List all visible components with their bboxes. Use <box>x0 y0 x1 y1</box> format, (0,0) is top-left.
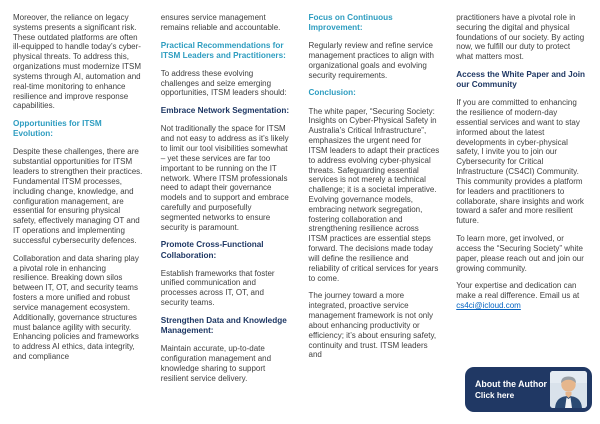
author-photo <box>550 371 587 408</box>
email-prefix-text: Your expertise and dedication can make a real difference. Email us at <box>456 281 580 301</box>
paragraph-conclusion: The white paper, “Securing Society: Insights on Cyber-Physical Safety in Australia’s Critical Infrastructure”, emphasizes the urgent need for ITSM leaders to adapt their practices to address evolving cyber-physical threats. Safeguarding essential services is not merely a technical challenge; it is a societal imperative. Evolving governance models, embracing network segregation, fostering collaboration and strengthening resilience across ITSM practices are essential steps forward. The decisions made today will define the resilience and reliability of critical services for years to come. <box>308 106 440 283</box>
paragraph-despite-challenges: Despite these challenges, there are substantial opportunities for ITSM leaders to strengthen their practices. Fundamental ITSM processes, including change, knowledge, and configuration management, are essential for ensuring physical safety, effectively managing OT and IT operations and implementing successful cybersecurity defences. <box>13 147 143 245</box>
paragraph-journey: The journey toward a more integrated, proactive service management framework is not only about enhancing productivity or efficiency; it’s about ensuring safety, continuity and trust. ITSM leaders and <box>308 291 437 360</box>
about-author-card[interactable] <box>465 367 592 412</box>
paragraph-join-community: If you are committed to enhancing the resilience of modern-day essential services and want to stay informed about the latest developments in cyber-physical safety, I invite you to join our Cybersecurity for Critical Infrastructure (CS4CI) Community. This community provides a platform for leaders and practitioners to collaborate, share insights and work toward a safer and more resilient future. <box>456 98 584 226</box>
heading-continuous-improvement: Focus on Continuous Improvement: <box>308 13 393 33</box>
about-author-label: About the Author <box>475 378 547 389</box>
heading-practical-recommendations: Practical Recommendations for ITSM Leaders and Practitioners: <box>160 40 286 60</box>
column-2 <box>161 13 292 412</box>
paragraph-cross-functional-collaboration: Establish frameworks that foster unified communication and processes across IT, OT, and security teams. <box>160 268 275 308</box>
column-1 <box>13 13 144 412</box>
heading-conclusion: Conclusion: <box>308 88 356 98</box>
paragraph-legacy-systems: Moreover, the reliance on legacy systems presents a significant risk. These outdated platforms are often ill-equipped to handle today’s cyber-physical threats. To address this, organizations must modernize ITSM systems through AI, automation and real-time monitoring to enhance resilience and improve response capabilities. <box>13 13 142 111</box>
heading-opportunities: Opportunities for ITSM Evolution: <box>13 119 102 139</box>
paragraph-network-segmentation: Not traditionally the space for ITSM and not easy to address as it’s likely to limit our tool visibilities somewhat – yet these services are far too important to be running on the IT network. Where ITSM professionals need to adapt their governance models and to support and embrace carefully and purposefully segmented networks to ensure security is paramount. <box>160 124 289 232</box>
about-author-text <box>475 378 550 402</box>
heading-access-white-paper: Access the White Paper and Join our Community <box>456 70 586 90</box>
paragraph-ensures-service: ensures service management remains reliable and accountable. <box>160 13 281 32</box>
heading-network-segmentation: Embrace Network Segmentation: <box>160 106 290 116</box>
paragraph-data-knowledge-management: Maintain accurate, up-to-date configuration management and knowledge sharing to support resilient service delivery. <box>160 344 272 383</box>
heading-cross-functional-collaboration: Promote Cross-Functional Collaboration: <box>160 240 264 260</box>
paragraph-to-address: To address these evolving challenges and seize emerging opportunities, ITSM leaders should: <box>160 68 287 98</box>
column-4 <box>456 13 587 412</box>
column-3 <box>309 13 440 412</box>
paragraph-practitioners: practitioners have a pivotal role in securing the digital and physical foundations of our society. By acting now, we fulfill our duty to protect what matters most. <box>456 13 585 62</box>
paragraph-collaboration-data-sharing: Collaboration and data sharing play a pivotal role in enhancing resilience. Breaking down silos between IT, OT, and security teams fosters a more unified and robust service management ecosystem. Additionally, governance structures must balance agility with security. Enhancing policies and frameworks to address AI ethics, data integrity, and compliance <box>13 253 139 361</box>
email-link[interactable]: cs4ci@icloud.com <box>456 301 521 311</box>
paragraph-email <box>456 281 587 310</box>
paragraph-continuous-improvement: Regularly review and refine service management practices to align with organizational goals and evolving security requirements. <box>308 41 434 80</box>
click-here-link[interactable]: Click here <box>475 390 515 400</box>
paragraph-learn-more: To learn more, get involved, or access the “Securing Society” white paper, please reach out and join our growing community. <box>456 234 584 273</box>
heading-data-knowledge-management: Strengthen Data and Knowledge Management: <box>160 315 287 336</box>
